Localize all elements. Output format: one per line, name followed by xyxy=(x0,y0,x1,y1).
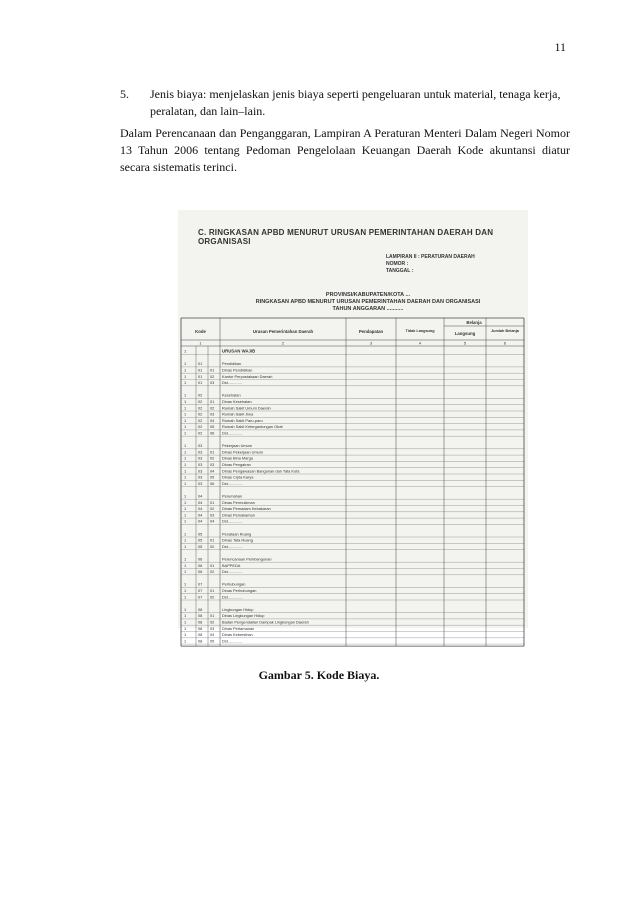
row-kode-urusan: 1 xyxy=(184,405,187,411)
row-urusan-name: URUSAN WAJIB xyxy=(222,348,256,354)
row-kode-unit: 01 xyxy=(210,613,215,619)
row-kode-urusan: 1 xyxy=(184,518,187,524)
row-kode-unit: 04 xyxy=(210,632,215,638)
header-jumlah-belanja: Jumlah Belanja xyxy=(491,329,519,333)
row-kode-unit: 03 xyxy=(210,380,215,386)
row-urusan-name: Dst............. xyxy=(222,380,242,386)
row-kode-urusan: 1 xyxy=(184,449,187,455)
figure-caption: Gambar 5. Kode Biaya. xyxy=(258,668,380,682)
body-paragraph: Dalam Perencanaan dan Penganggaran, Lampiran A Peraturan Menteri Dalam Negeri Nomor 13 Tahun 2006 tentang Pedoman Pengelolaan Keuangan Daerah Kode akuntansi diatur secara sistematis terinci. xyxy=(120,126,570,174)
row-kode-urusan: 1 xyxy=(184,556,187,562)
header-pendapatan: Pendapatan xyxy=(358,329,384,334)
row-kode-unit: 02 xyxy=(210,506,215,512)
row-urusan-name: Dst............. xyxy=(222,594,242,600)
row-urusan-name: Perencanaan Pembangunan xyxy=(222,556,272,562)
figure-table xyxy=(178,318,528,644)
row-kode-urusan: 1 xyxy=(184,468,187,474)
column-number: 6 xyxy=(503,340,507,346)
row-kode-urusan: 1 xyxy=(184,512,187,518)
row-kode-urusan: 1 xyxy=(184,588,187,593)
header-kode: Kode xyxy=(195,329,206,334)
row-kode-urusan: 1 xyxy=(184,430,187,436)
row-kode-bidang: 07 xyxy=(198,581,203,587)
row-kode-urusan: 1 xyxy=(184,443,187,449)
row-urusan-name: BAPPEDA xyxy=(222,562,241,568)
row-urusan-name: Dst............. xyxy=(222,518,242,524)
row-kode-urusan: 1 xyxy=(184,480,187,486)
row-urusan-name: Dinas Pendidikan xyxy=(222,367,253,373)
row-kode-bidang: 06 xyxy=(198,556,203,562)
row-kode-urusan: 1 xyxy=(184,594,187,600)
row-kode-bidang: 01 xyxy=(198,361,203,367)
row-kode-bidang: 06 xyxy=(198,562,203,568)
header-langsung: Langsung xyxy=(454,331,476,336)
row-urusan-name: Lingkungan Hidup xyxy=(222,606,254,612)
row-kode-bidang: 04 xyxy=(198,512,203,518)
row-kode-bidang: 08 xyxy=(198,625,203,631)
row-urusan-name: Rumah Sakit Paru-paru xyxy=(222,417,263,423)
list-item-number: 5. xyxy=(120,87,129,101)
row-kode-urusan: 1 xyxy=(184,613,187,619)
figure-section-title: C. RINGKASAN APBD MENURUT URUSAN PEMERINTAHAN DAERAH DAN ORGANISASI xyxy=(198,228,494,246)
header-urusan: Urusan Pemerintahan Daerah xyxy=(252,329,314,334)
row-kode-unit: 02 xyxy=(210,569,215,575)
row-urusan-name: Rumah Sakit Jiwa xyxy=(222,411,254,417)
row-kode-urusan: 1 xyxy=(184,619,187,625)
row-kode-bidang: 04 xyxy=(198,518,203,524)
header-belanja: Belanja xyxy=(466,320,482,325)
row-kode-unit: 05 xyxy=(210,474,215,480)
row-kode-unit: 01 xyxy=(210,449,215,455)
row-kode-bidang: 08 xyxy=(198,613,203,619)
figure-lampiran-block xyxy=(386,254,475,275)
row-urusan-name: Dst............. xyxy=(222,569,242,575)
row-kode-urusan: 1 xyxy=(184,367,187,373)
row-kode-urusan: 1 xyxy=(184,625,187,631)
row-urusan-name: Dst............. xyxy=(222,543,242,549)
row-urusan-name: Badan Pengendalian Dampak Lingkungan Daerah xyxy=(222,619,309,625)
page-number: 11 xyxy=(554,40,566,54)
figure-titles xyxy=(218,292,518,313)
row-kode-unit: 06 xyxy=(210,480,215,486)
row-kode-bidang: 03 xyxy=(198,449,203,455)
row-urusan-name: Rumah Sakit Ketergantungan Obat xyxy=(222,424,283,430)
row-kode-unit: 05 xyxy=(210,424,215,430)
row-urusan-name: Perumahan xyxy=(222,493,243,499)
row-urusan-name: Dinas Tata Ruang xyxy=(222,537,253,543)
row-kode-unit: 02 xyxy=(210,543,215,549)
row-urusan-name: Dst............. xyxy=(222,480,242,486)
row-kode-bidang: 04 xyxy=(198,506,203,512)
row-kode-bidang: 03 xyxy=(198,455,203,461)
row-kode-unit: 01 xyxy=(210,499,215,505)
row-kode-bidang: 02 xyxy=(198,392,203,398)
row-kode-urusan: 1 xyxy=(184,606,187,612)
row-kode-bidang: 02 xyxy=(198,399,203,404)
row-urusan-name: Dinas Pemadam Kebakaran xyxy=(222,506,271,512)
row-kode-bidang: 08 xyxy=(198,619,203,625)
row-kode-unit: 03 xyxy=(210,512,215,518)
row-kode-bidang: 01 xyxy=(198,367,203,373)
row-kode-bidang: 02 xyxy=(198,424,203,430)
row-urusan-name: Kesehatan xyxy=(222,392,241,398)
figure-table-svg xyxy=(178,318,528,644)
row-kode-urusan: 1 xyxy=(184,462,187,467)
row-urusan-name: Dinas Pengairan xyxy=(222,462,251,467)
column-number: 4 xyxy=(418,340,422,346)
row-kode-bidang: 05 xyxy=(198,537,203,543)
row-kode-urusan: 1 xyxy=(184,506,187,512)
row-urusan-name: Dst............. xyxy=(222,638,242,644)
lampiran-tanggal: TANGGAL : xyxy=(386,268,414,274)
row-kode-bidang: 03 xyxy=(198,443,203,449)
row-kode-urusan: 1 xyxy=(184,562,187,568)
row-kode-bidang: 06 xyxy=(198,569,203,575)
row-kode-bidang: 02 xyxy=(198,417,203,423)
row-urusan-name: Dinas Lingkungan Hidup xyxy=(222,613,265,619)
row-urusan-name: Perhubungan xyxy=(222,581,246,587)
row-urusan-name: Dinas Kebersihan xyxy=(222,632,253,638)
row-kode-urusan: 1 xyxy=(184,392,187,398)
row-kode-unit: 01 xyxy=(210,399,215,404)
row-kode-unit: 02 xyxy=(210,405,215,411)
row-kode-bidang: 04 xyxy=(198,499,203,505)
row-urusan-name: Dinas Perhubungan xyxy=(222,588,257,593)
row-kode-unit: 02 xyxy=(210,455,215,461)
row-kode-urusan: 1 xyxy=(184,632,187,638)
row-kode-urusan: 1 xyxy=(184,417,187,423)
row-kode-urusan: 1 xyxy=(184,537,187,543)
header-tidak-langsung: Tidak Langsung xyxy=(405,329,435,333)
row-kode-urusan: 1 xyxy=(184,499,187,505)
figure-title-line-2: RINGKASAN APBD MENURUT URUSAN PEMERINTAHAN DAERAH DAN ORGANISASI xyxy=(255,299,481,305)
row-kode-unit: 03 xyxy=(210,411,215,417)
row-urusan-name: Dst............. xyxy=(222,430,242,436)
row-kode-urusan: 1 xyxy=(184,411,187,417)
row-kode-unit: 04 xyxy=(210,518,215,524)
row-urusan-name: Penataan Ruang xyxy=(222,531,252,537)
row-kode-bidang: 08 xyxy=(198,638,203,644)
row-kode-unit: 04 xyxy=(210,417,215,423)
row-kode-urusan: 1 xyxy=(184,373,187,379)
row-urusan-name: Dinas Kesehatan xyxy=(222,399,252,404)
figure-title-line-1: PROVINSI/KABUPATEN/KOTA ... xyxy=(325,292,411,298)
row-urusan-name: Dinas Cipta Karya xyxy=(222,474,254,480)
lampiran-label: LAMPIRAN II : PERATURAN DAERAH xyxy=(386,254,475,260)
row-kode-urusan: 1 xyxy=(184,569,187,575)
row-kode-urusan: 1 xyxy=(184,455,187,461)
row-kode-unit: 04 xyxy=(210,468,215,474)
row-urusan-name: Kantor Perpustakaan Daerah xyxy=(222,373,273,379)
row-kode-urusan: 1 xyxy=(184,531,187,537)
row-kode-unit: 02 xyxy=(210,619,215,625)
row-kode-urusan: 1 xyxy=(184,361,187,367)
row-kode-urusan: 1 xyxy=(184,493,187,499)
row-kode-urusan: 1 xyxy=(184,543,187,549)
row-kode-unit: 01 xyxy=(210,537,215,543)
row-kode-bidang: 03 xyxy=(198,480,203,486)
row-kode-bidang: 07 xyxy=(198,594,203,600)
list-item-jenis-biaya xyxy=(120,86,570,120)
row-kode-bidang: 03 xyxy=(198,468,203,474)
row-urusan-name: Rumah Sakit Umum Daerah xyxy=(222,405,271,411)
row-kode-unit: 06 xyxy=(210,430,215,436)
row-urusan-name: Pendidikan xyxy=(222,361,242,367)
row-urusan-name: Dinas Bina Marga xyxy=(222,455,253,461)
row-kode-bidang: 08 xyxy=(198,606,203,612)
row-kode-urusan: 1 xyxy=(184,638,187,644)
row-kode-bidang: 03 xyxy=(198,474,203,480)
row-kode-bidang: 02 xyxy=(198,405,203,411)
lampiran-nomor: NOMOR : xyxy=(386,261,409,267)
figure-title-line-3: TAHUN ANGGARAN ........... xyxy=(332,306,404,312)
row-kode-bidang: 05 xyxy=(198,543,203,549)
row-urusan-name: Pekerjaan Umum xyxy=(222,443,253,449)
column-number: 3 xyxy=(369,340,373,346)
column-number: 2 xyxy=(281,340,285,346)
row-kode-unit: 01 xyxy=(210,562,215,568)
row-kode-bidang: 08 xyxy=(198,632,203,638)
row-kode-bidang: 05 xyxy=(198,531,203,537)
row-kode-unit: 02 xyxy=(210,594,215,600)
column-number: 1 xyxy=(199,340,202,346)
row-urusan-name: Dinas Pengawasan Bangunan dan Tata Kota xyxy=(222,468,300,474)
row-urusan-name: Dinas Pekerjaan Umum xyxy=(222,449,264,455)
column-number: 5 xyxy=(463,340,467,346)
row-kode-bidang: 04 xyxy=(198,493,203,499)
row-kode-unit: 05 xyxy=(210,638,215,644)
row-kode-bidang: 02 xyxy=(198,430,203,436)
row-kode-urusan: 1 xyxy=(184,474,187,480)
row-urusan-name: Dinas Permukiman xyxy=(222,499,255,505)
row-kode-unit: 03 xyxy=(210,462,215,467)
row-kode-urusan: 1 xyxy=(184,399,187,404)
row-kode-urusan: 1 xyxy=(184,380,187,386)
row-kode-unit: 02 xyxy=(210,373,215,379)
row-kode-bidang: 01 xyxy=(198,380,203,386)
row-kode-bidang: 03 xyxy=(198,462,203,467)
list-item-text: Jenis biaya: menjelaskan jenis biaya seperti pengeluaran untuk material, tenaga kerja, peralatan, dan lain–lain. xyxy=(150,87,561,118)
figure-apbd-scan xyxy=(178,210,528,644)
row-kode-urusan: 1 xyxy=(184,424,187,430)
row-kode-unit: 01 xyxy=(210,367,215,373)
row-kode-bidang: 02 xyxy=(198,411,203,417)
row-urusan-name: Dinas Pemakaman xyxy=(222,512,255,518)
row-kode-urusan: 1 xyxy=(184,581,187,587)
row-kode-bidang: 07 xyxy=(198,588,203,593)
row-kode-unit: 03 xyxy=(210,625,215,631)
row-kode-unit: 01 xyxy=(210,588,215,593)
row-kode-bidang: 01 xyxy=(198,373,203,379)
row-kode-urusan: 1 xyxy=(184,348,187,354)
row-urusan-name: Dinas Pertamanan xyxy=(222,625,255,631)
